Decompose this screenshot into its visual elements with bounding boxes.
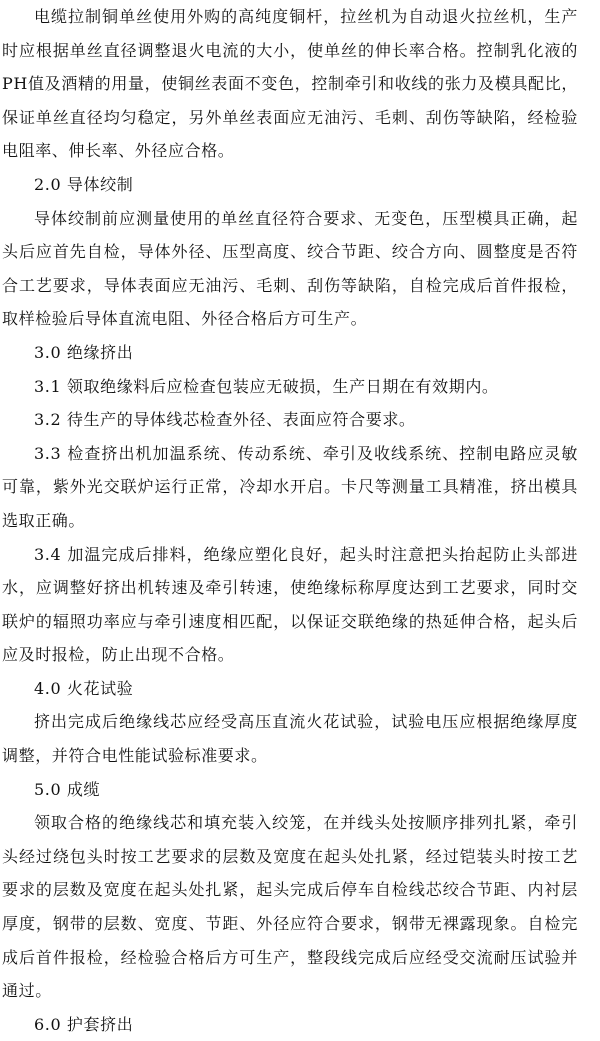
section-heading-spark-test: 4.0 火花试验 (34, 678, 134, 698)
section-heading-conductor-stranding: 2.0 导体绞制 (34, 174, 134, 194)
paragraph-wire-drawing: 电缆拉制铜单丝使用外购的高纯度铜杆，拉丝机为自动退火拉丝机，生产时应根据单丝直径调整退火电流的大小，使单丝的伸长率合格。控制乳化液的PH值及酒精的用量，使铜丝表面不变色，控制牵引和收线的张力及模具配比，保证单丝直径均匀稳定，另外单丝表面应无油污、毛刺、刮伤等缺陷，经检验电阻率、伸长率、外径应合格。 (2, 7, 578, 161)
paragraph-insulation-3-3: 3.3 检查挤出机加温系统、传动系统、牵引及收线系统、控制电路应灵敏可靠，紫外光交联炉运行正常，冷却水开启。卡尺等测量工具精准，挤出模具选取正确。 (2, 443, 578, 530)
section-heading-sheath-extrusion: 6.0 护套挤出 (34, 1014, 134, 1034)
paragraph-conductor-stranding: 导体绞制前应测量使用的单丝直径符合要求、无变色，压型模具正确，起头后应首先自检，导体外径、压型高度、绞合节距、绞合方向、圆整度是否符合工艺要求，导体表面应无油污、毛刺、刮伤等缺陷，自检完成后首件报检，取样检验后导体直流电阻、外径合格后方可生产。 (2, 208, 578, 329)
section-heading-cabling: 5.0 成缆 (34, 779, 101, 799)
paragraph-cabling: 领取合格的绝缘线芯和填充装入绞笼，在并线头处按顺序排列扎紧，牵引头经过绕包头时按工艺要求的层数及宽度在起头处扎紧，经过铠装头时按工艺要求的层数及宽度在起头处扎紧，起头完成后停车自检线芯绞合节距、内衬层厚度，钢带的层数、宽度、节距、外径应符合要求，钢带无裸露现象。自检完成后首件报检，经检验合格后方可生产，整段线完成后应经受交流耐压试验并通过。 (2, 813, 578, 1001)
paragraph-insulation-3-1: 3.1 领取绝缘料后应检查包装应无破损，生产日期在有效期内。 (34, 376, 499, 396)
paragraph-insulation-3-4: 3.4 加温完成后排料，绝缘应塑化良好，起头时注意把头抬起防止头部进水，应调整好挤出机转速及牵引转速，使绝缘标称厚度达到工艺要求，同时交联炉的辐照功率应与牵引速度相匹配，以保证交联绝缘的热延伸合格，起头后应及时报检，防止出现不合格。 (2, 544, 578, 665)
section-heading-insulation-extrusion: 3.0 绝缘挤出 (34, 342, 134, 362)
paragraph-insulation-3-2: 3.2 待生产的导体线芯检查外径、表面应符合要求。 (34, 410, 416, 430)
paragraph-spark-test: 挤出完成后绝缘线芯应经受高压直流火花试验，试验电压应根据绝缘厚度调整，并符合电性能试验标准要求。 (2, 712, 578, 766)
